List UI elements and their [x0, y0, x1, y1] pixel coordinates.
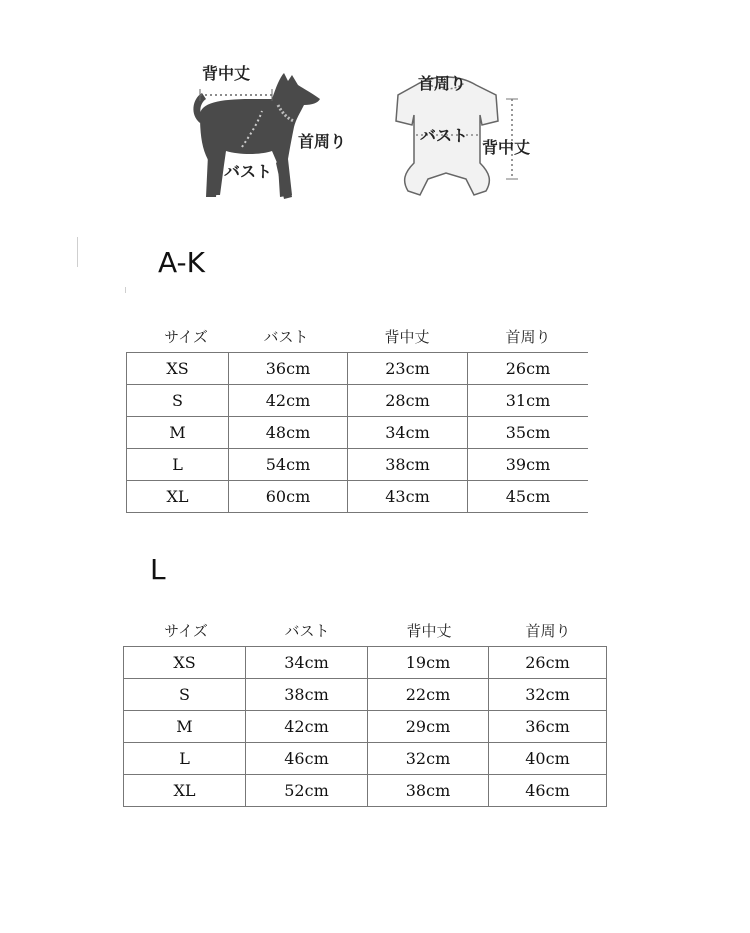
dog-back-length-label: 背中丈: [202, 64, 251, 83]
cell-back-length: 29cm: [367, 711, 488, 742]
measurement-diagram: [180, 55, 560, 215]
header-back-length: 背中丈: [384, 328, 430, 346]
cell-chest: 38cm: [245, 679, 367, 710]
garment-neck-label: 首周り: [418, 74, 467, 93]
table-body: [126, 352, 588, 513]
table-header: [126, 322, 588, 352]
cell-size: XS: [126, 353, 228, 384]
header-size: サイズ: [164, 622, 208, 640]
cell-size: S: [126, 385, 228, 416]
garment-back-length-label: 背中丈: [482, 138, 531, 157]
cell-chest: 54cm: [228, 449, 347, 480]
cell-chest: 60cm: [228, 481, 347, 512]
cell-neck: 31cm: [467, 385, 588, 416]
table-row: [123, 775, 607, 807]
cell-chest: 36cm: [228, 353, 347, 384]
header-neck: 首周り: [525, 622, 571, 640]
cell-neck: 32cm: [488, 679, 607, 710]
header-chest: バスト: [284, 622, 330, 640]
cell-size: XL: [126, 481, 228, 512]
table-row: [123, 679, 607, 711]
cell-back-length: 23cm: [347, 353, 467, 384]
table-row: [126, 417, 588, 449]
size-table-l: [123, 616, 607, 808]
table-row: [126, 385, 588, 417]
table-row: [123, 743, 607, 775]
cell-chest: 42cm: [228, 385, 347, 416]
table-row: [123, 711, 607, 743]
cell-back-length: 43cm: [347, 481, 467, 512]
cell-chest: 48cm: [228, 417, 347, 448]
cell-chest: 52cm: [245, 775, 367, 806]
cell-neck: 26cm: [488, 647, 607, 678]
cell-size: S: [123, 679, 245, 710]
cell-size: XL: [123, 775, 245, 806]
cell-size: XS: [123, 647, 245, 678]
cell-neck: 36cm: [488, 711, 607, 742]
size-table-a-k: [126, 322, 588, 510]
cell-chest: 34cm: [245, 647, 367, 678]
cell-size: L: [126, 449, 228, 480]
cell-size: L: [123, 743, 245, 774]
table-row: [123, 647, 607, 679]
cell-neck: 35cm: [467, 417, 588, 448]
cell-neck: 45cm: [467, 481, 588, 512]
header-neck: 首周り: [505, 328, 551, 346]
garment-chest-label: バスト: [420, 126, 469, 145]
cell-back-length: 28cm: [347, 385, 467, 416]
cell-back-length: 32cm: [367, 743, 488, 774]
cell-neck: 26cm: [467, 353, 588, 384]
table-row: [126, 449, 588, 481]
dog-neck-label: 首周り: [298, 132, 347, 151]
table-body: [123, 646, 607, 807]
section-title-l: L: [150, 553, 166, 586]
scan-mark: [77, 237, 78, 267]
header-back-length: 背中丈: [406, 622, 452, 640]
dog-chest-label: バスト: [224, 162, 273, 181]
cell-back-length: 34cm: [347, 417, 467, 448]
cell-back-length: 19cm: [367, 647, 488, 678]
cell-neck: 40cm: [488, 743, 607, 774]
cell-size: M: [126, 417, 228, 448]
cell-back-length: 38cm: [347, 449, 467, 480]
section-title-a-k: A-K: [158, 246, 206, 279]
table-header: [123, 616, 607, 646]
cell-back-length: 22cm: [367, 679, 488, 710]
cell-chest: 46cm: [245, 743, 367, 774]
header-size: サイズ: [164, 328, 208, 346]
cell-back-length: 38cm: [367, 775, 488, 806]
table-row: [126, 353, 588, 385]
cell-neck: 46cm: [488, 775, 607, 806]
cell-neck: 39cm: [467, 449, 588, 480]
scan-mark: [125, 287, 126, 293]
cell-size: M: [123, 711, 245, 742]
cell-chest: 42cm: [245, 711, 367, 742]
table-row: [126, 481, 588, 513]
header-chest: バスト: [263, 328, 309, 346]
